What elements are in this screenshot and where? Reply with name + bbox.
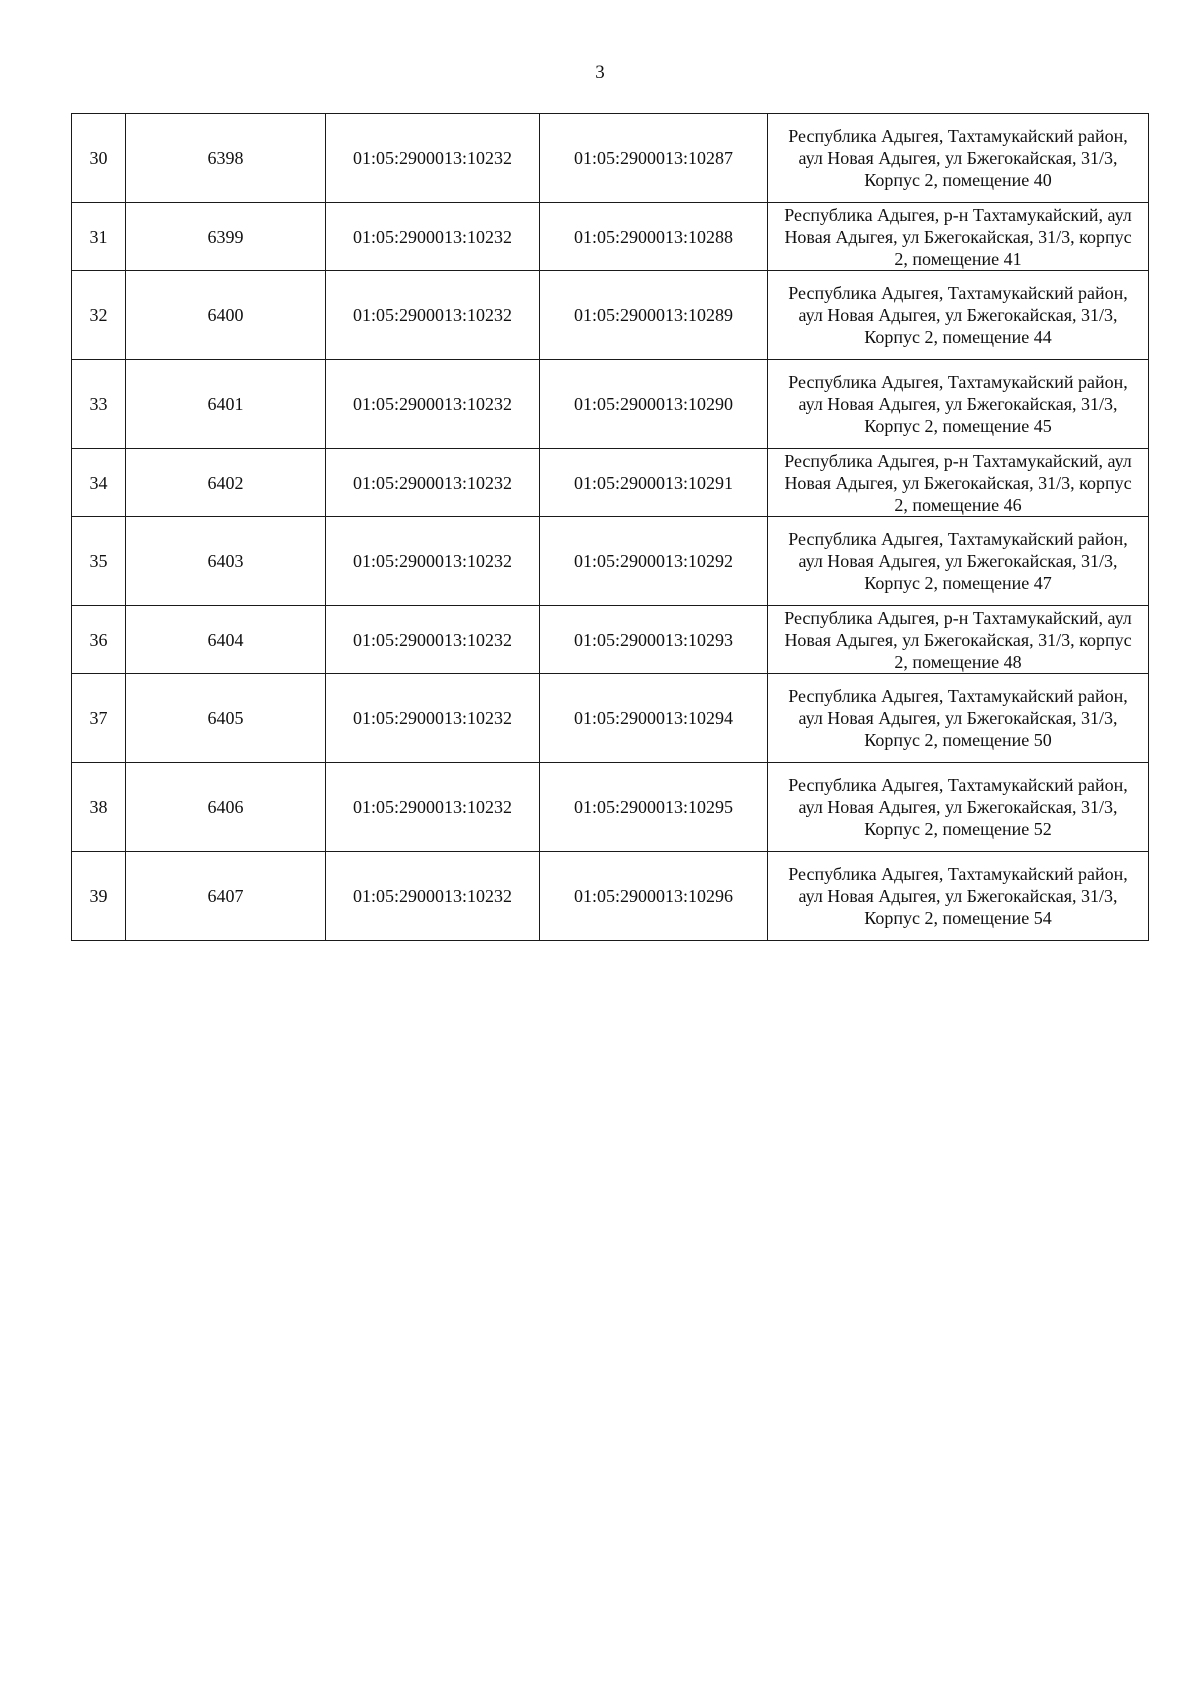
address: Республика Адыгея, Тахтамукайский район, аул Новая Адыгея, ул Бжегокайская, 31/3, Корпус 2, помещение 45	[768, 360, 1149, 449]
table-row	[72, 606, 1149, 674]
address: Республика Адыгея, р-н Тахтамукайский, аул Новая Адыгея, ул Бжегокайская, 31/3, корпус 2, помещение 48	[768, 606, 1149, 674]
row-number: 36	[72, 606, 126, 674]
address: Республика Адыгея, Тахтамукайский район, аул Новая Адыгея, ул Бжегокайская, 31/3, Корпус 2, помещение 44	[768, 271, 1149, 360]
parent-cadastral-number: 01:05:2900013:10232	[326, 114, 540, 203]
parent-cadastral-number: 01:05:2900013:10232	[326, 674, 540, 763]
cadastral-number: 01:05:2900013:10291	[540, 449, 768, 517]
object-id: 6401	[126, 360, 326, 449]
parent-cadastral-number: 01:05:2900013:10232	[326, 606, 540, 674]
parent-cadastral-number: 01:05:2900013:10232	[326, 360, 540, 449]
address: Республика Адыгея, р-н Тахтамукайский, аул Новая Адыгея, ул Бжегокайская, 31/3, корпус 2, помещение 46	[768, 449, 1149, 517]
cadastral-number: 01:05:2900013:10293	[540, 606, 768, 674]
object-id: 6404	[126, 606, 326, 674]
address: Республика Адыгея, р-н Тахтамукайский, аул Новая Адыгея, ул Бжегокайская, 31/3, корпус 2, помещение 41	[768, 203, 1149, 271]
address: Республика Адыгея, Тахтамукайский район, аул Новая Адыгея, ул Бжегокайская, 31/3, Корпус 2, помещение 54	[768, 852, 1149, 941]
table-row	[72, 517, 1149, 606]
object-id: 6400	[126, 271, 326, 360]
object-id: 6403	[126, 517, 326, 606]
row-number: 38	[72, 763, 126, 852]
table-row	[72, 114, 1149, 203]
object-id: 6405	[126, 674, 326, 763]
cadastral-number: 01:05:2900013:10294	[540, 674, 768, 763]
cadastral-number: 01:05:2900013:10296	[540, 852, 768, 941]
object-id: 6407	[126, 852, 326, 941]
cadastral-number: 01:05:2900013:10287	[540, 114, 768, 203]
cadastral-number: 01:05:2900013:10288	[540, 203, 768, 271]
parent-cadastral-number: 01:05:2900013:10232	[326, 763, 540, 852]
row-number: 31	[72, 203, 126, 271]
object-id: 6398	[126, 114, 326, 203]
table-row	[72, 763, 1149, 852]
table-row	[72, 674, 1149, 763]
parent-cadastral-number: 01:05:2900013:10232	[326, 449, 540, 517]
parent-cadastral-number: 01:05:2900013:10232	[326, 517, 540, 606]
row-number: 37	[72, 674, 126, 763]
row-number: 30	[72, 114, 126, 203]
cadastral-number: 01:05:2900013:10290	[540, 360, 768, 449]
address: Республика Адыгея, Тахтамукайский район, аул Новая Адыгея, ул Бжегокайская, 31/3, Корпус 2, помещение 50	[768, 674, 1149, 763]
table-row	[72, 203, 1149, 271]
registry-table	[71, 113, 1149, 941]
parent-cadastral-number: 01:05:2900013:10232	[326, 271, 540, 360]
page-number: 3	[595, 62, 605, 83]
row-number: 34	[72, 449, 126, 517]
cadastral-number: 01:05:2900013:10295	[540, 763, 768, 852]
object-id: 6406	[126, 763, 326, 852]
table-row	[72, 271, 1149, 360]
parent-cadastral-number: 01:05:2900013:10232	[326, 852, 540, 941]
row-number: 32	[72, 271, 126, 360]
row-number: 39	[72, 852, 126, 941]
address: Республика Адыгея, Тахтамукайский район, аул Новая Адыгея, ул Бжегокайская, 31/3, Корпус 2, помещение 47	[768, 517, 1149, 606]
table-row	[72, 360, 1149, 449]
row-number: 35	[72, 517, 126, 606]
parent-cadastral-number: 01:05:2900013:10232	[326, 203, 540, 271]
cadastral-number: 01:05:2900013:10292	[540, 517, 768, 606]
table-row	[72, 852, 1149, 941]
object-id: 6399	[126, 203, 326, 271]
table-row	[72, 449, 1149, 517]
object-id: 6402	[126, 449, 326, 517]
row-number: 33	[72, 360, 126, 449]
address: Республика Адыгея, Тахтамукайский район, аул Новая Адыгея, ул Бжегокайская, 31/3, Корпус 2, помещение 52	[768, 763, 1149, 852]
cadastral-number: 01:05:2900013:10289	[540, 271, 768, 360]
address: Республика Адыгея, Тахтамукайский район, аул Новая Адыгея, ул Бжегокайская, 31/3, Корпус 2, помещение 40	[768, 114, 1149, 203]
